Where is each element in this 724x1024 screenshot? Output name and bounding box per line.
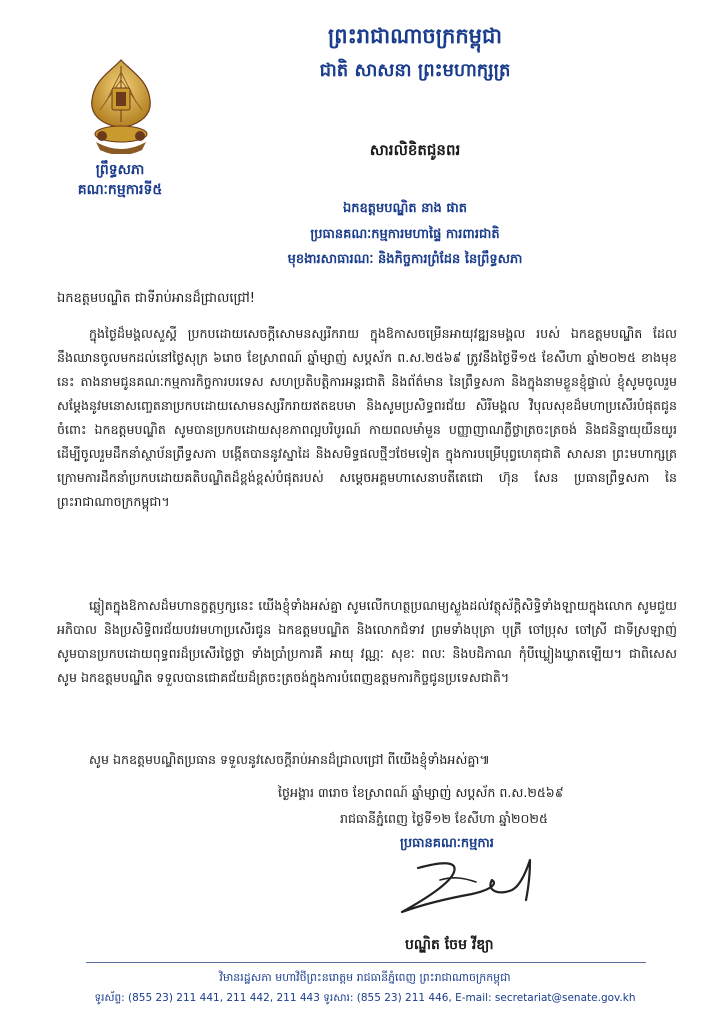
place-and-date: រាជធានីភ្នំពេញ ថ្ងៃទី១២ ខែសីហា ឆ្នាំ២០២៥ <box>340 811 548 826</box>
recipient-title: ប្រធានគណៈកម្មការមហាផ្ទៃ ការពារជាតិ <box>310 227 500 242</box>
recipient-name: ឯកឧត្តមបណ្ឌិត នាង ផាត <box>343 201 467 216</box>
national-motto: ជាតិ សាសនា ព្រះមហាក្សត្រ <box>319 60 511 81</box>
salutation: ឯកឧត្តមបណ្ឌិត ជាទីរាប់អានដ៏ជ្រាលជ្រៅ! <box>57 291 255 306</box>
body-paragraph: ក្នុងថ្ងៃដ៏មង្គលសួស្ដី ប្រកបដោយសេចក្ដីសោមនស្សរីករាយ ក្នុងឱកាសចម្រើនអាយុវឌ្ឍនមង្គល របស់ ឯកឧត្តមបណ្ឌិត ដែលនឹងឈានចូលមកដល់នៅថ្ងៃសុក្រ ៦រោច ខែស្រាពណ៍ ឆ្នាំម្សាញ់ សប្តស័ក ព.ស.២៥៦៩ ត្រូវនឹងថ្ងៃទី១៥ ខែសីហា ឆ្នាំ២០២៥ ខាងមុខនេះ តាងនាមជូនគណៈកម្មការកិច្ចការបរទេស សហប្រតិបត្តិការអន្តរជាតិ និងព័ត៌មាន នៃព្រឹទ្ធសភា និងក្នុងនាមខ្លួនខ្ញុំផ្ទាល់ ខ្ញុំសូមចូលរួមសម្ដែងនូវមនោសញ្ចេតនាប្រកបដោយសោមនស្សរីករាយឥតឧបមា និងសូមប្រសិទ្ធពរជ័យ សិរីមង្គល វិបុលសុខដ៏មហាប្រសើរបំផុតជូនចំពោះ ឯកឧត្តមបណ្ឌិត សូមបានប្រកបដោយសុខភាពល្អបរិបូរណ៍ កាយពលមាំមួន បញ្ញាញាណភ្លឺថ្លាត្រចះត្រចង់ និងជនិន្នាយុយឺនយូរ ដើម្បីចូលរួមដឹកនាំស្ថាប័នព្រឹទ្ធសភា បង្កើតបាននូវស្នាដៃ និងសមិទ្ធផលថ្មីៗថែមទៀត ក្នុងការបម្រើបុព្វហេតុជាតិ សាសនា ព្រះមហាក្សត្រ ក្រោមការដឹកនាំប្រកបដោយគតិបណ្ឌិតដ៏ខ្ពង់ខ្ពស់បំផុតរបស់ សម្ដេចអគ្គមហាសេនាបតីតេជោ ហ៊ុន សែន ប្រធានព្រឹទ្ធសភា នៃព្រះរាជាណាចក្រកម្ពុជា។ <box>57 326 677 509</box>
body-paragraph: ឆ្លៀតក្នុងឱកាសដ៏មហានក្ខត្តឫក្សនេះ យើងខ្ញុំទាំងអស់គ្នា សូមលើកហត្ថប្រណម្យស្លួងដល់វត្ថុស័ក្តិសិទ្ធិទាំងឡាយក្នុងលោក សូមជួយអភិបាល និងប្រសិទ្ធិពរជ័យបវរមហាប្រសើរជូន ឯកឧត្តមបណ្ឌិត និងលោកជំទាវ ព្រមទាំងបុត្រា បុត្រី ចៅប្រុស ចៅស្រី ជាទីស្រឡាញ់ សូមបានប្រកបដោយពុទ្ធពរដ៏ប្រសើរថ្លៃថ្លា ទាំងប្រាំប្រការគឺ អាយុ វណ្ណៈ សុខៈ ពលៈ និងបដិភាណ កុំបីឃ្លៀងឃ្លាតឡើយ។ ជាពិសេស សូម ឯកឧត្តមបណ្ឌិត ទទួលបានជោគជ័យដ៏ត្រចះត្រចង់ក្នុងការបំពេញឧត្ដមការកិច្ចជូនប្រទេសជាតិ។ <box>57 598 677 685</box>
organization-block <box>40 160 200 200</box>
closing-paragraph: សូម ឯកឧត្តមបណ្ឌិតប្រធាន ទទួលនូវសេចក្ដីរាប់អានដ៏ជ្រាលជ្រៅ ពីយើងខ្ញុំទាំងអស់គ្នា៕ <box>89 752 490 767</box>
kingdom-heading: ព្រះរាជាណាចក្រកម្ពុជា <box>327 24 502 48</box>
footer-divider <box>86 962 646 963</box>
handwritten-signature <box>380 850 550 930</box>
signer-name: បណ្ឌិត ចែម វីឌ្យា <box>405 937 494 953</box>
recipient-title-2: មុខងារសាធារណៈ និងកិច្ចការព្រំដែន នៃព្រឹទ្ធសភា <box>287 252 523 267</box>
organization-name: ព្រឹទ្ធសភា <box>95 162 145 178</box>
footer-address: វិមានរដ្ឋសភា មហាវិថីព្រះនរោត្តម រាជធានីភ្នំពេញ ព្រះរាជាណាចក្រកម្ពុជា <box>219 971 511 984</box>
commission-name: គណៈកម្មការទី៥ <box>77 182 163 198</box>
lunar-date: ថ្ងៃអង្គារ ៣រោច ខែស្រាពណ៍ ឆ្នាំម្សាញ់ សប្តស័ក ព.ស.២៥៦៩ <box>278 785 564 800</box>
senate-emblem-icon <box>82 58 160 154</box>
signer-title: ប្រធានគណៈកម្មការ <box>400 836 494 851</box>
document-title: សារលិខិតជូនពរ <box>369 141 461 159</box>
footer-contact: ទូរស័ព្ទ: (855 23) 211 441, 211 442, 211 443 ទូរសារ: (855 23) 211 446, E-mail: secretariat@senate.gov.kh <box>94 992 636 1004</box>
